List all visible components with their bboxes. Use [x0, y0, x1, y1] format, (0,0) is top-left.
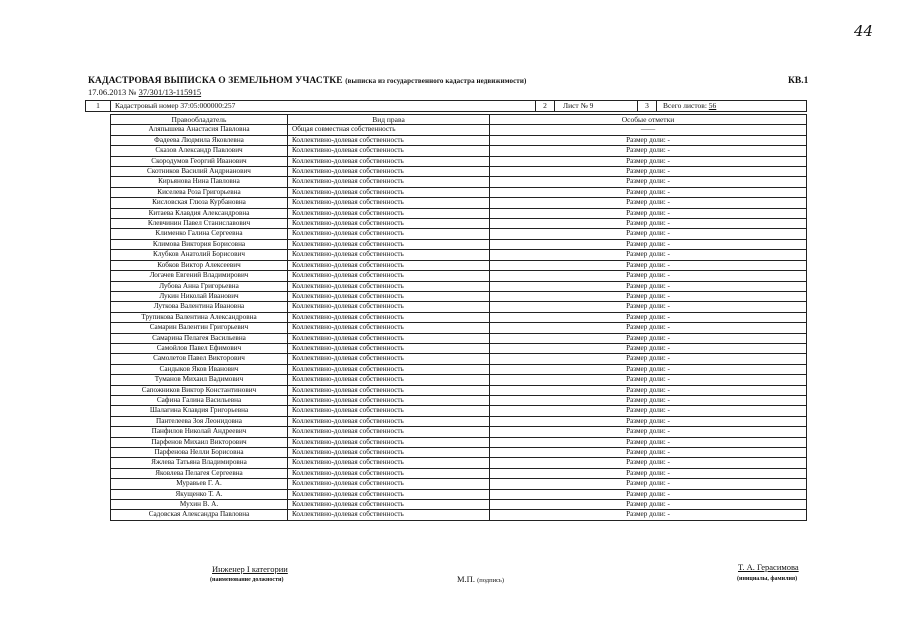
holder-cell: Китаева Клавдия Александровна: [111, 208, 288, 218]
note-cell: Размер доли: -: [490, 281, 807, 291]
table-row: [111, 156, 807, 166]
holder-cell: Кирьянова Нина Павловна: [111, 177, 288, 187]
table-row: [111, 354, 807, 364]
holder-cell: Шалагина Клавдия Григорьевна: [111, 406, 288, 416]
note-cell: Размер доли: -: [490, 437, 807, 447]
table-row: [111, 271, 807, 281]
holder-cell: Самойлов Павел Ефимович: [111, 343, 288, 353]
total-sheets-cell: [657, 101, 807, 112]
column-header-holder: Правообладатель: [111, 115, 288, 125]
holder-cell: Логачев Евгений Владимирович: [111, 271, 288, 281]
table-row: [111, 375, 807, 385]
right-type-cell: Коллективно-долевая собственность: [288, 187, 490, 197]
holder-cell: Яковлева Пелагея Сергеевна: [111, 468, 288, 478]
note-cell: Размер доли: -: [490, 323, 807, 333]
title-main: КАДАСТРОВАЯ ВЫПИСКА О ЗЕМЕЛЬНОМ УЧАСТКЕ: [88, 76, 343, 86]
table-row: [111, 146, 807, 156]
table-row: [111, 323, 807, 333]
note-cell: Размер доли: -: [490, 260, 807, 270]
holder-cell: Трупикова Валентина Александровна: [111, 312, 288, 322]
signer-position: Инженер I категории: [212, 564, 288, 574]
note-cell: Размер доли: -: [490, 416, 807, 426]
holder-cell: Лукин Николай Иванович: [111, 291, 288, 301]
table-row: [111, 291, 807, 301]
right-type-cell: Коллективно-долевая собственность: [288, 135, 490, 145]
table-row: [111, 125, 807, 135]
right-type-cell: Коллективно-долевая собственность: [288, 271, 490, 281]
right-type-cell: Коллективно-долевая собственность: [288, 291, 490, 301]
note-cell: Размер доли: -: [490, 167, 807, 177]
table-row: [111, 198, 807, 208]
handwritten-page-number: 44: [854, 22, 874, 40]
table-row: [111, 479, 807, 489]
holder-cell: Самарин Валентин Григорьевич: [111, 323, 288, 333]
table-row: [111, 281, 807, 291]
table-row: [111, 302, 807, 312]
right-type-cell: Коллективно-долевая собственность: [288, 375, 490, 385]
number-label: №: [128, 87, 137, 97]
right-type-cell: Коллективно-долевая собственность: [288, 177, 490, 187]
holder-cell: Самарина Пелагея Васильевна: [111, 333, 288, 343]
right-type-cell: Коллективно-долевая собственность: [288, 281, 490, 291]
table-row: [111, 177, 807, 187]
table-row: [111, 448, 807, 458]
table-row: [111, 135, 807, 145]
holder-cell: Луткова Валентина Ивановна: [111, 302, 288, 312]
right-type-cell: Коллективно-долевая собственность: [288, 416, 490, 426]
right-type-cell: Коллективно-долевая собственность: [288, 250, 490, 260]
note-cell: Размер доли: -: [490, 479, 807, 489]
right-type-cell: Коллективно-долевая собственность: [288, 406, 490, 416]
holder-cell: Яжлева Татьяна Владимировна: [111, 458, 288, 468]
cadastral-number-value: 37:05:000000:257: [180, 101, 236, 110]
right-type-cell: Коллективно-долевая собственность: [288, 312, 490, 322]
note-cell: Размер доли: -: [490, 177, 807, 187]
note-cell: Размер доли: -: [490, 208, 807, 218]
date-and-number: [88, 87, 201, 97]
column-header-notes: Особые отметки: [490, 115, 807, 125]
holder-cell: Мухин В. А.: [111, 500, 288, 510]
holder-cell: Клименко Галина Сергеевна: [111, 229, 288, 239]
holder-cell: Клевчинин Павел Станиславович: [111, 219, 288, 229]
right-type-cell: Коллективно-долевая собственность: [288, 167, 490, 177]
note-cell: Размер доли: -: [490, 219, 807, 229]
stamp-and-signature: [457, 574, 504, 584]
note-cell: Размер доли: -: [490, 239, 807, 249]
right-type-cell: Коллективно-долевая собственность: [288, 458, 490, 468]
holder-cell: Самолетов Павел Викторович: [111, 354, 288, 364]
table-row: [111, 500, 807, 510]
note-cell: Размер доли: -: [490, 333, 807, 343]
right-type-cell: Коллективно-долевая собственность: [288, 229, 490, 239]
note-cell: Размер доли: -: [490, 271, 807, 281]
table-header-row: [111, 115, 807, 125]
holder-cell: Кисловская Глюза Курбановна: [111, 198, 288, 208]
note-cell: Размер доли: -: [490, 229, 807, 239]
note-cell: Размер доли: -: [490, 385, 807, 395]
right-type-cell: Коллективно-долевая собственность: [288, 260, 490, 270]
note-cell: Размер доли: -: [490, 354, 807, 364]
note-cell: Размер доли: -: [490, 302, 807, 312]
table-row: [111, 416, 807, 426]
table-row: [111, 229, 807, 239]
holder-cell: Киселева Роза Григорьевна: [111, 187, 288, 197]
table-row: [111, 427, 807, 437]
extract-number: 37/301/13-115915: [138, 87, 202, 97]
section-number: 1: [86, 101, 111, 112]
table-row: [111, 364, 807, 374]
right-type-cell: Коллективно-долевая собственность: [288, 479, 490, 489]
note-cell: Размер доли: -: [490, 448, 807, 458]
right-type-cell: Коллективно-долевая собственность: [288, 364, 490, 374]
form-code: КВ.1: [788, 76, 809, 86]
table-row: [111, 437, 807, 447]
table-row: [111, 510, 807, 520]
holder-cell: Скотников Василий Андрианович: [111, 167, 288, 177]
table-row: [111, 219, 807, 229]
note-cell: Размер доли: -: [490, 146, 807, 156]
holder-cell: Фадеева Людмила Яковлевна: [111, 135, 288, 145]
cadastral-info-row: [85, 100, 807, 112]
holder-cell: Кобков Виктор Алексеевич: [111, 260, 288, 270]
table-row: [111, 250, 807, 260]
note-cell: Размер доли: -: [490, 156, 807, 166]
holder-cell: Якущенко Т. А.: [111, 489, 288, 499]
note-cell: Размер доли: -: [490, 468, 807, 478]
right-type-cell: Коллективно-долевая собственность: [288, 448, 490, 458]
right-type-cell: Коллективно-долевая собственность: [288, 323, 490, 333]
right-type-cell: Коллективно-долевая собственность: [288, 437, 490, 447]
note-cell: Размер доли: -: [490, 198, 807, 208]
right-type-cell: Коллективно-долевая собственность: [288, 489, 490, 499]
cadastral-number-cell: [111, 101, 536, 112]
note-cell: Размер доли: -: [490, 375, 807, 385]
note-cell: Размер доли: -: [490, 395, 807, 405]
holder-cell: Клубков Анатолий Борисович: [111, 250, 288, 260]
right-type-cell: Коллективно-долевая собственность: [288, 208, 490, 218]
holder-cell: Сапожников Виктор Константинович: [111, 385, 288, 395]
table-row: [111, 489, 807, 499]
right-type-cell: Коллективно-долевая собственность: [288, 510, 490, 520]
table-row: [111, 312, 807, 322]
table-row: [111, 239, 807, 249]
holder-cell: Парфенова Нелли Борисовна: [111, 448, 288, 458]
right-type-cell: Коллективно-долевая собственность: [288, 395, 490, 405]
rights-holders-table: [110, 114, 807, 521]
right-type-cell: Коллективно-долевая собственность: [288, 302, 490, 312]
holder-cell: Туманов Михаил Вадимович: [111, 375, 288, 385]
table-row: [111, 385, 807, 395]
right-type-cell: Коллективно-долевая собственность: [288, 198, 490, 208]
right-type-cell: Коллективно-долевая собственность: [288, 146, 490, 156]
holder-cell: Муравьев Г. А.: [111, 479, 288, 489]
holder-cell: Парфенов Михаил Викторович: [111, 437, 288, 447]
total-sheets-value: 56: [708, 101, 717, 110]
holder-cell: Аляпышева Анастасия Павловна: [111, 125, 288, 135]
stamp-label: М.П.: [457, 574, 475, 584]
table-row: [111, 187, 807, 197]
column-header-right-type: Вид права: [288, 115, 490, 125]
title-subtitle: (выписка из государственного кадастра недвижимости): [345, 77, 527, 85]
right-type-cell: Коллективно-долевая собственность: [288, 427, 490, 437]
table-row: [111, 167, 807, 177]
right-type-cell: Коллективно-долевая собственность: [288, 156, 490, 166]
table-row: [111, 395, 807, 405]
table-row: [111, 406, 807, 416]
signer-caption: (инициалы, фамилия): [737, 576, 798, 582]
note-cell: Размер доли: -: [490, 343, 807, 353]
right-type-cell: Коллективно-долевая собственность: [288, 468, 490, 478]
right-type-cell: Коллективно-долевая собственность: [288, 343, 490, 353]
table-row: [111, 260, 807, 270]
right-type-cell: Общая совместная собственность: [288, 125, 490, 135]
holder-cell: Садовская Александра Павловна: [111, 510, 288, 520]
note-cell: Размер доли: -: [490, 500, 807, 510]
note-cell: Размер доли: -: [490, 427, 807, 437]
note-cell: Размер доли: -: [490, 135, 807, 145]
right-type-cell: Коллективно-долевая собственность: [288, 500, 490, 510]
holder-cell: Скородумов Георгий Иванович: [111, 156, 288, 166]
note-cell: Размер доли: -: [490, 458, 807, 468]
col-2-marker: 2: [536, 101, 555, 112]
table-row: [111, 208, 807, 218]
note-cell: ——: [490, 125, 807, 135]
total-sheets-label: Всего листов:: [663, 101, 707, 110]
cadastral-number-label: Кадастровый номер: [115, 101, 179, 110]
note-cell: Размер доли: -: [490, 291, 807, 301]
table-row: [111, 458, 807, 468]
issue-date: 17.06.2013: [88, 87, 127, 97]
holder-cell: Панфилов Николай Андреевич: [111, 427, 288, 437]
table-row: [111, 333, 807, 343]
signature-caption: (подпись): [477, 577, 505, 584]
note-cell: Размер доли: -: [490, 364, 807, 374]
note-cell: Размер доли: -: [490, 406, 807, 416]
position-caption: (наименование должности): [210, 577, 284, 583]
col-3-marker: 3: [638, 101, 657, 112]
document-title: [88, 76, 526, 86]
sheet-number: Лист № 9: [555, 101, 638, 112]
note-cell: Размер доли: -: [490, 250, 807, 260]
right-type-cell: Коллективно-долевая собственность: [288, 239, 490, 249]
table-row: [111, 343, 807, 353]
signer-name: Т. А. Герасимова: [738, 562, 799, 572]
holder-cell: Лубова Анна Григорьевна: [111, 281, 288, 291]
holder-cell: Сандыков Яков Иванович: [111, 364, 288, 374]
right-type-cell: Коллективно-долевая собственность: [288, 385, 490, 395]
right-type-cell: Коллективно-долевая собственность: [288, 333, 490, 343]
right-type-cell: Коллективно-долевая собственность: [288, 354, 490, 364]
note-cell: Размер доли: -: [490, 312, 807, 322]
table-row: [111, 468, 807, 478]
note-cell: Размер доли: -: [490, 187, 807, 197]
note-cell: Размер доли: -: [490, 489, 807, 499]
right-type-cell: Коллективно-долевая собственность: [288, 219, 490, 229]
holder-cell: Сказов Александр Павлович: [111, 146, 288, 156]
note-cell: Размер доли: -: [490, 510, 807, 520]
holder-cell: Сафина Галина Васильевна: [111, 395, 288, 405]
holder-cell: Климова Виктория Борисовна: [111, 239, 288, 249]
holder-cell: Пантелеева Зоя Леонидовна: [111, 416, 288, 426]
